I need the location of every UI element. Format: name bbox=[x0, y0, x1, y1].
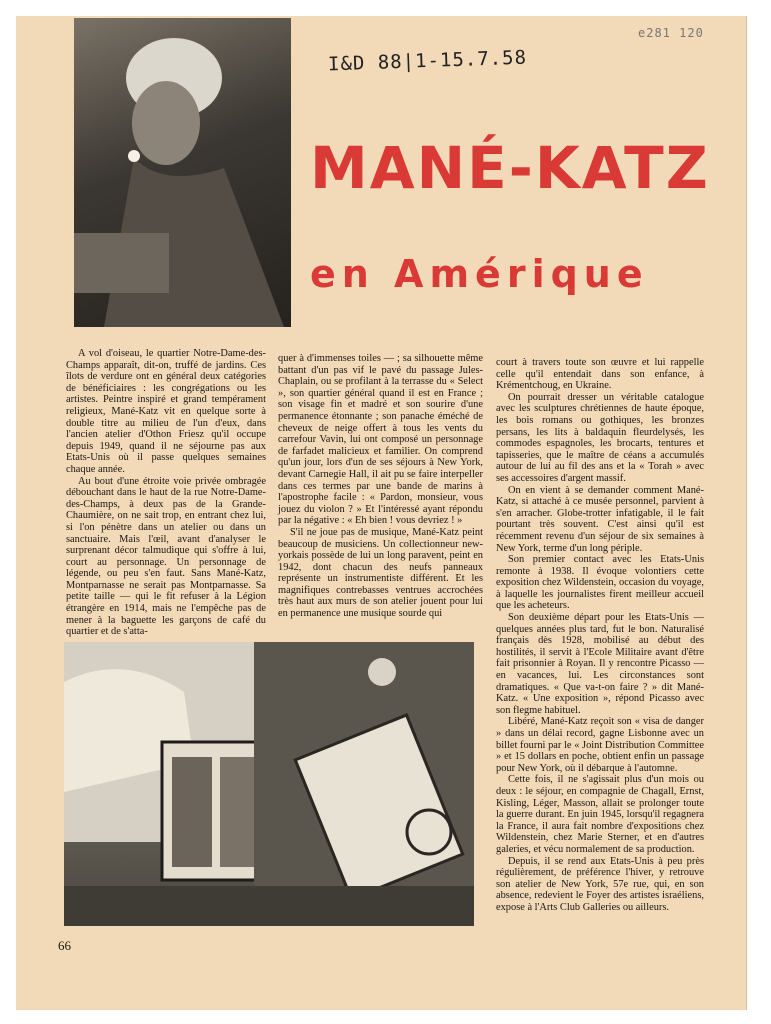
text-column-3 bbox=[496, 357, 704, 914]
article-title: MANÉ-KATZ bbox=[310, 134, 710, 202]
paragraph: Son deuxième départ pour les Etats-Unis — quelques années plus tard, fut le bon. Naturalisé français dès 1928, mobilisé au début des hostilités, il servit à l'Ecole Militaire avant d'être fait prisonnier à Royan. Il y rencontre Picasso — en vacances, lui. Les circonstances sont dramatiques. « Que va-t-on faire ? » dit Mané-Katz. « Une exposition », répond Picasso avec son flegme habituel. bbox=[496, 612, 704, 716]
paragraph: Depuis, il se rend aux Etats-Unis à peu près régulièrement, de préférence l'hiver, y retrouve son atelier de New York, 57e rue, qui, en son absence, redevient le Foyer des artistes israéliens, expose à l'Arts Club Galleries ou ailleurs. bbox=[496, 855, 704, 913]
paragraph: court à travers toute son œuvre et lui rappelle celle qu'il entendait dans son enfance, à Krémentchoug, en Ukraine. bbox=[496, 357, 704, 392]
paragraph: On en vient à se demander comment Mané-Katz, si attaché à ce musée personnel, parvient à s'en arracher. Globe-trotter infatigable, il le fait pourtant très souvent. C'est ainsi qu'il est récemment revenu d'un séjour de six semaines à New York, terme d'un long périple. bbox=[496, 484, 704, 554]
portrait-illustration bbox=[74, 18, 291, 327]
paragraph: Son premier contact avec les Etats-Unis remonte à 1938. Il évoque volontiers cette exposition chez Wildenstein, occasion du voyage, à laquelle les journalistes firent meilleur accueil que les acheteurs. bbox=[496, 554, 704, 612]
paragraph: Au bout d'une étroite voie privée ombragée débouchant dans le haut de la rue Notre-Dame-des-Champs, à deux pas de la Grande-Chaumière, on ne sait trop, en entrant chez lui, si l'on pénètre dans un atelier ou dans un sanctuaire. Mais l'œil, avant d'analyser le surprenant décor talmudique qui s'offre à lui, court au personnage. Un personnage de légende, ou peu s'en faut. Sans Mané-Katz, Montparnasse ne serait pas Montparnasse. Sa petite taille — qui le fit refuser à la Légion étrangère en 1914, mais ne l'empêche pas de mener à la baguette les garçons de café du quartier et de s'atta- bbox=[66, 475, 266, 638]
text-column-2 bbox=[278, 353, 483, 620]
archive-reference-code: e281 120 bbox=[638, 26, 704, 40]
paragraph: Libéré, Mané-Katz reçoit son « visa de danger » dans un délai record, gagne Lisbonne avec un billet fourni par le « Joint Distribution Committee » et 15 dollars en poche, obtient enfin un passage pour New York, où il débarque à l'automne. bbox=[496, 716, 704, 774]
paragraph: quer à d'immenses toiles — ; sa silhouette même battant d'un pas vif le pavé du passage Jules-Chaplain, ou se profilant à la terrasse du « Select », son quartier général quand il est en France ; son visage fin et madré et son sourire d'une permanence étonnante ; son panache éméché de cheveux de neige offert à tous les vents du carrefour Vavin, lui ont composé un personnage de farfadet malicieux et familier. On comprend qu'un jour, lors d'un de ses séjours à New York, devant Carnegie Hall, il ait pu se faire interpeller dans ces termes par une bande de marins à l'apostrophe facile : « Pardon, monsieur, vous jouez du violon ? » Et l'intéressé ayant répondu par la négative : « Eh bien ! vous devriez ! » bbox=[278, 353, 483, 527]
studio-illustration bbox=[64, 642, 474, 926]
text-column-1 bbox=[66, 348, 266, 638]
portrait-photo bbox=[74, 18, 291, 327]
paragraph: On pourrait dresser un véritable catalogue avec les sculptures chrétiennes de haute époque, les bois romans ou gothiques, les bronzes persans, les lits à baldaquin fleurdelysés, les commodes espagnoles, les brocarts, tentures et tapisseries, que le maître de céans a accumulés autour de lui au fil des ans et la « Torah » avec ses accessoires d'argent massif. bbox=[496, 391, 704, 484]
article-subtitle: en Amérique bbox=[310, 252, 649, 296]
magazine-page bbox=[16, 16, 747, 1010]
studio-photo bbox=[64, 642, 474, 926]
paragraph: S'il ne joue pas de musique, Mané-Katz peint beaucoup de musiciens. Un collectionneur new-yorkais possède de lui un long paravent, peint en 1942, dont chacun des neufs panneaux représente un instrumentiste différent. Et les magnifiques contrebasses ventrues accrochées très haut aux murs de son atelier jouent pour lui en permanence une musique sourde qui bbox=[278, 526, 483, 620]
paragraph: A vol d'oiseau, le quartier Notre-Dame-des-Champs apparaît, dit-on, truffé de jardins. Ces îlots de verdure ont en général deux catégories de bénéficiaires : les congrégations ou les artistes. Peintre inspiré et grand tempérament religieux, Mané-Katz vit en quelque sorte à double titre au milieu de l'un d'eux, dans l'ancien atelier d'Othon Friesz qu'il occupe depuis 1949, quand il ne séjourne pas aux Etats-Unis où il passe quelques semaines chaque année. bbox=[66, 348, 266, 475]
handwritten-archive-note: I&D 88|1-15.7.58 bbox=[327, 46, 528, 76]
page-number: 66 bbox=[58, 938, 71, 953]
paragraph: Cette fois, il ne s'agissait plus d'un mois ou deux : le séjour, en compagnie de Chagall, Ernst, Kisling, Léger, Masson, allait se prolonger toute la guerre durant. En juin 1945, lorsqu'il regagnera la France, il aura fait nombre d'expositions chez Wildenstein, chez Marie Sterner, et en d'autres galeries, et vécu normalement de sa production. bbox=[496, 774, 704, 855]
